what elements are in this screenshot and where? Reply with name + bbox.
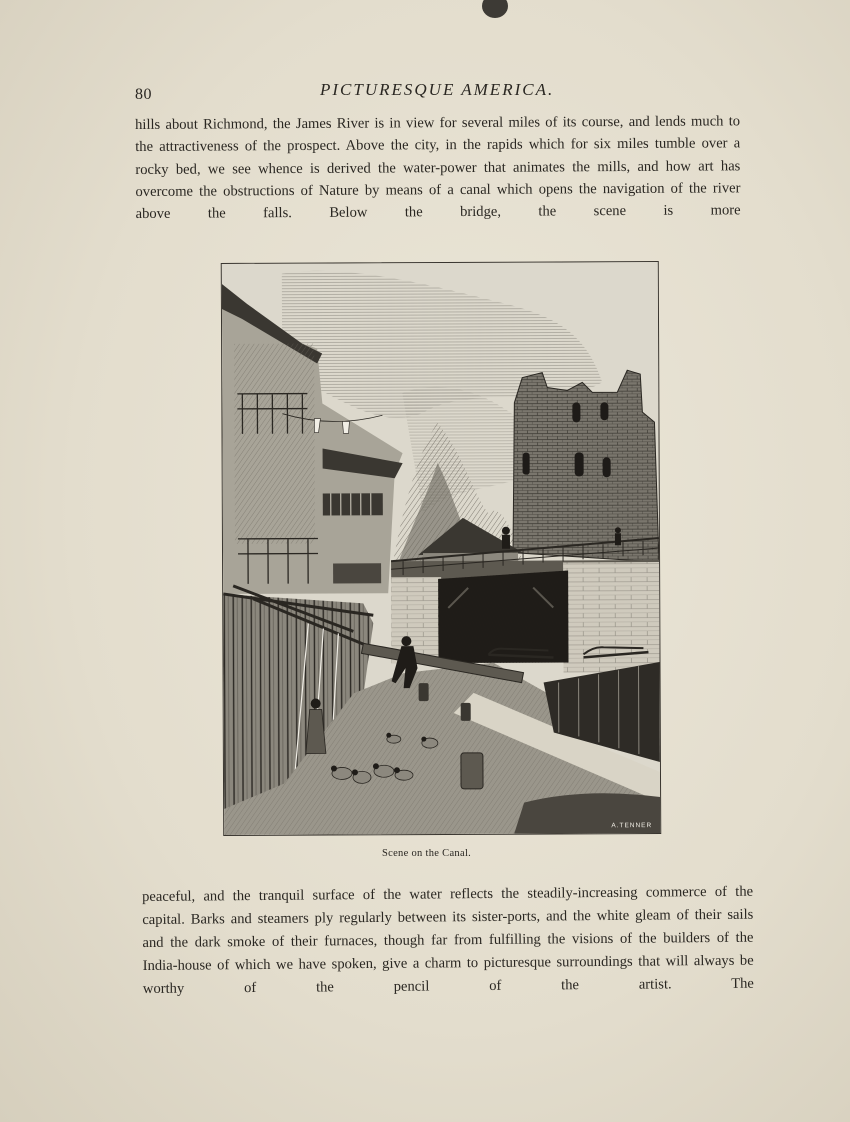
body-text-top: hills about Richmond, the James River is in view for several miles of its course, and lends much to the attractiveness of the prospect. Above the city, in the rapids which for six miles tumble over a rocky bed, we see whence is derived the water-power that animates the mills, and how art has overcome the obstructions of Nature by means of a canal which opens the navigation of the river above the falls. Below the bridge, the scene is more: [135, 113, 741, 223]
illustration-caption: Scene on the Canal.: [382, 848, 472, 859]
engraving-plate: [221, 261, 661, 836]
canal-scene-engraving: [222, 262, 660, 835]
engraver-signature: A.TENNER: [611, 822, 653, 830]
page-number: 80: [135, 86, 152, 103]
body-text-bottom: peaceful, and the tranquil surface of the water reflects the steadily-increasing commerce of the capital. Barks and steamers ply regularly between its sister-ports, and the white gleam of their sails and the dark smoke of their furnaces, though far from fulfilling the visions of the builders of the India-house of which we have spoken, give a charm to picturesque surroundings that will always be worthy of the pencil of the artist. The: [142, 883, 754, 997]
running-title: PICTURESQUE AMERICA.: [320, 80, 555, 99]
binding-hole: [482, 0, 508, 18]
